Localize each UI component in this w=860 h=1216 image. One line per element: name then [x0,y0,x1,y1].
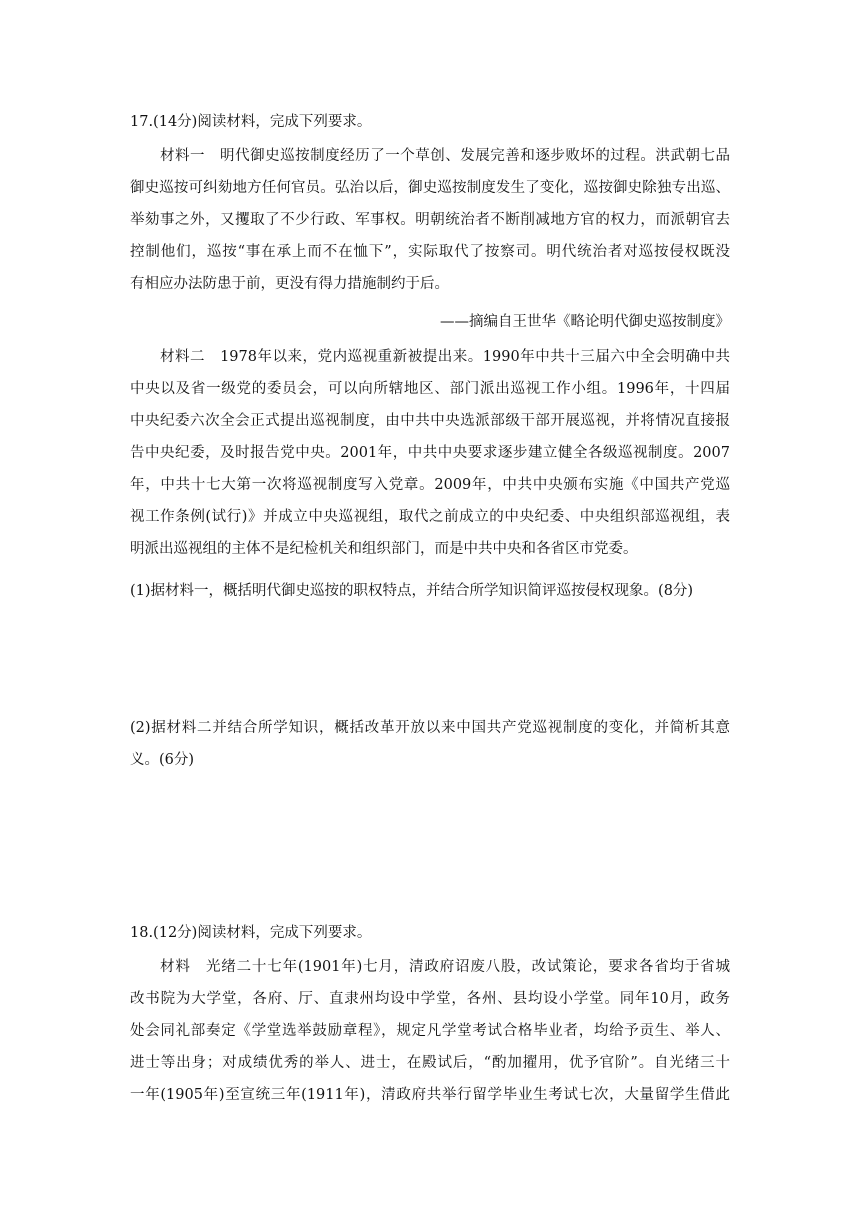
q18-heading: 18.(12分)阅读材料，完成下列要求。 [130,925,372,941]
q17-subquestion-1: (1)据材料一，概括明代御史巡按的职权特点，并结合所学知识简评巡按侵权现象。(8分) [130,583,694,599]
q18-material-line: 材料 光绪二十七年(1901年)七月，清政府诏废八股，改试策论，要求各省均于省城 [160,959,730,975]
q17-material1-source: ——摘编自王世华《略论明代御史巡按制度》 [440,314,730,330]
q17-material2-line: 材料二 1978年以来，党内巡视重新被提出来。1990年中共十三届六中全会明确中共 [160,349,730,365]
q18-material-line: 改书院为大学堂，各府、厅、直隶州均设中学堂，各州、县均设小学堂。同年10月，政务 [130,991,730,1007]
q18-material-line: 进士等出身；对成绩优秀的举人、进士，在殿试后，“酌加擢用，优予官阶”。自光绪三十 [130,1055,730,1071]
q17-material1-line: 控制他们，巡按“事在承上而不在恤下”，实际取代了按察司。明代统治者对巡按侵权既没 [130,244,730,260]
q17-subquestion-2-cont: 义。(6分) [130,752,195,768]
q17-material2-line: 中央纪委六次全会正式提出巡视制度，由中共中央选派部级干部开展巡视，并将情况直接报 [130,413,730,429]
q17-material2-line: 年，中共十七大第一次将巡视制度写入党章。2009年，中共中央颁布实施《中国共产党巡 [130,477,730,493]
q18-material-line: 一年(1905年)至宣统三年(1911年)，清政府共举行留学毕业生考试七次，大量留学生借此 [130,1087,730,1103]
q17-material1-line: 有相应办法防患于前，更没有得力措施制约于后。 [130,276,449,292]
q17-material2-line: 明派出巡视组的主体不是纪检机关和组织部门，而是中共中央和各省区市党委。 [130,541,638,557]
q17-material1-line: 御史巡按可纠劾地方任何官员。弘治以后，御史巡按制度发生了变化，巡按御史除独专出巡、 [130,180,730,196]
q17-material1-line: 举劾事之外，又攫取了不少行政、军事权。明朝统治者不断削减地方官的权力，而派朝官去 [130,212,730,228]
q17-material1-line: 材料一 明代御史巡按制度经历了一个草创、发展完善和逐步败坏的过程。洪武朝七品 [160,148,730,164]
q17-material2-line: 中央以及省一级党的委员会，可以向所辖地区、部门派出巡视工作小组。1996年，十四届 [130,381,730,397]
q17-material2-line: 告中央纪委，及时报告党中央。2001年，中共中央要求逐步建立健全各级巡视制度。2007 [130,445,730,461]
q17-subquestion-2: (2)据材料二并结合所学知识，概括改革开放以来中国共产党巡视制度的变化，并简析其意 [130,720,730,736]
q17-heading: 17.(14分)阅读材料，完成下列要求。 [130,114,372,130]
q17-material2-line: 视工作条例(试行)》并成立中央巡视组，取代之前成立的中央纪委、中央组织部巡视组，表 [130,509,730,525]
q18-material-line: 处会同礼部奏定《学堂选举鼓励章程》，规定凡学堂考试合格毕业者，均给予贡生、举人、 [130,1023,730,1039]
